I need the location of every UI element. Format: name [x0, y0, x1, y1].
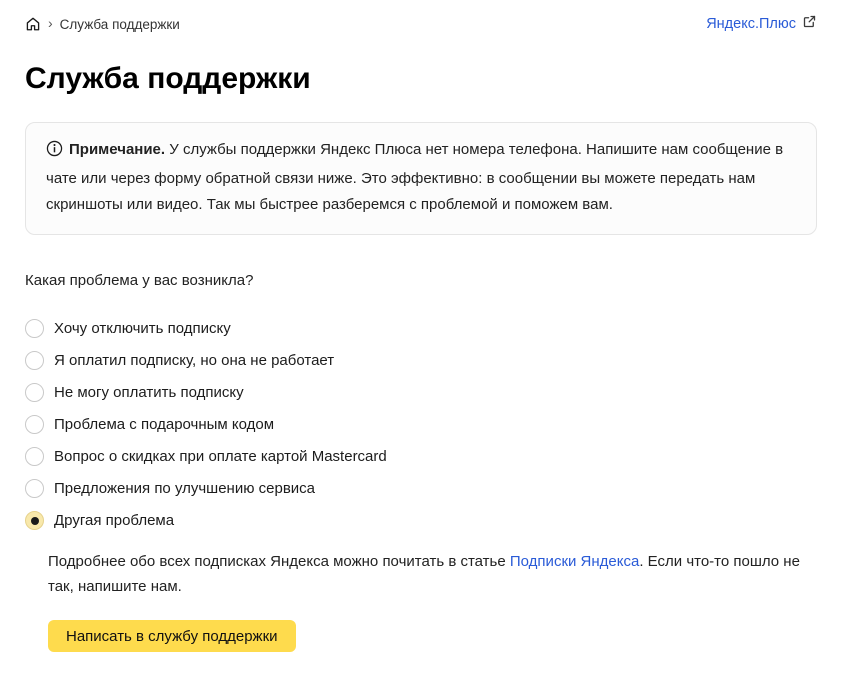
info-icon [46, 140, 63, 166]
radio-option-label: Проблема с подарочным кодом [54, 416, 275, 433]
radio-option-label: Хочу отключить подписку [54, 320, 231, 337]
radio-option[interactable] [25, 319, 817, 338]
radio-option[interactable] [25, 511, 817, 530]
write-support-button[interactable]: Написать в службу поддержки [48, 620, 296, 652]
radio-icon[interactable] [25, 511, 44, 530]
subscriptions-link[interactable]: Подписки Яндекса [509, 553, 640, 570]
details-paragraph [48, 549, 813, 599]
radio-option-label: Я оплатил подписку, но она не работает [54, 352, 335, 369]
radio-option[interactable] [25, 383, 817, 402]
note-box [25, 122, 817, 235]
radio-icon[interactable] [25, 447, 44, 466]
yandex-plus-link-label: Яндекс.Плюс [706, 16, 796, 32]
breadcrumb-current: Служба поддержки [59, 16, 180, 32]
radio-icon[interactable] [25, 383, 44, 402]
topbar [25, 13, 817, 35]
details-text-before: Подробнее обо всех подписках Яндекса можно почитать в статье [48, 553, 510, 570]
radio-icon[interactable] [25, 415, 44, 434]
note-title: Примечание. [69, 141, 166, 158]
radio-option[interactable] [25, 447, 817, 466]
breadcrumb [25, 16, 180, 32]
options-list [25, 319, 817, 530]
question-label: Какая проблема у вас возникла? [25, 272, 254, 289]
radio-icon[interactable] [25, 319, 44, 338]
radio-icon[interactable] [25, 479, 44, 498]
radio-option[interactable] [25, 351, 817, 370]
home-icon[interactable] [25, 16, 41, 32]
page-title: Служба поддержки [25, 62, 311, 95]
chevron-right-icon: › [48, 15, 53, 31]
radio-option[interactable] [25, 415, 817, 434]
radio-option[interactable] [25, 479, 817, 498]
details-text-after: . Если что-то пошло не так, напишите нам. [48, 553, 800, 595]
radio-option-label: Не могу оплатить подписку [54, 384, 244, 401]
yandex-plus-link[interactable] [706, 14, 817, 34]
radio-icon[interactable] [25, 351, 44, 370]
radio-option-label: Другая проблема [54, 512, 175, 529]
note-text: У службы поддержки Яндекс Плюса нет номера телефона. Напишите нам сообщение в чате или через форму обратной связи ниже. Это эффективно: в сообщении вы можете передать нам скриншоты или видео. Так мы быстрее разберемся с проблемой и поможем вам. [46, 141, 784, 213]
external-link-icon [802, 14, 817, 34]
radio-option-label: Предложения по улучшению сервиса [54, 480, 316, 497]
note-paragraph [46, 137, 796, 218]
radio-option-label: Вопрос о скидках при оплате картой Mastercard [54, 448, 387, 465]
